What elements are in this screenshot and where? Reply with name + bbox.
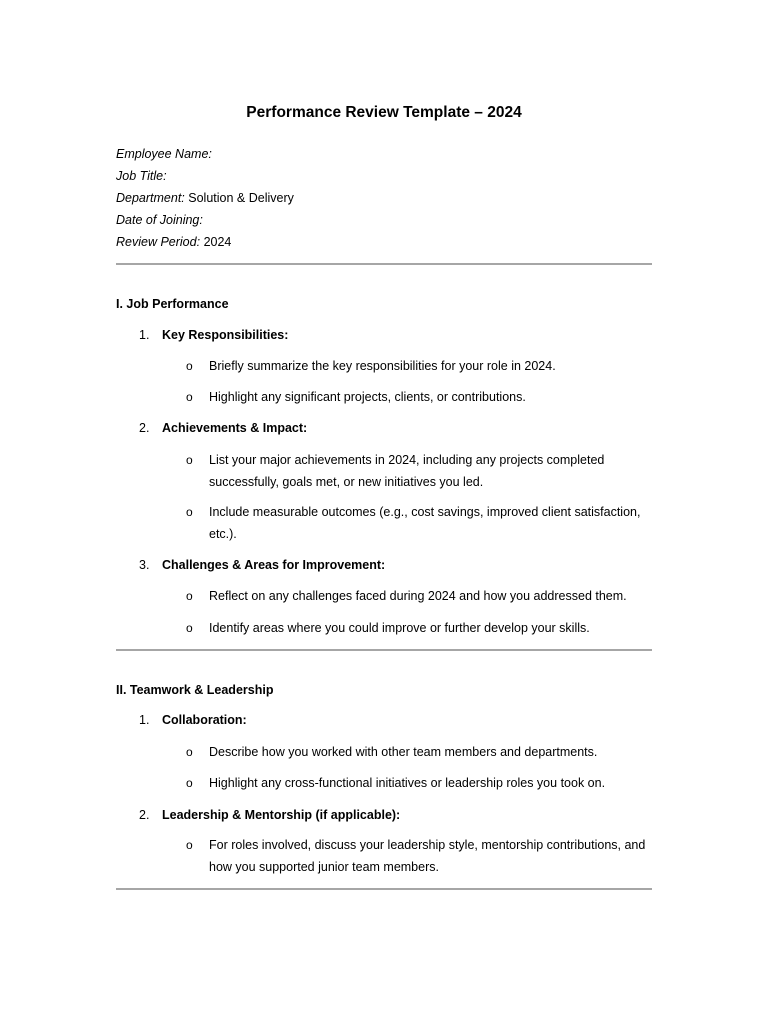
bullet-icon: o [186,453,193,467]
info-label: Date of Joining: [116,213,203,227]
bullet-text: Include measurable outcomes (e.g., cost savings, improved client satisfaction, etc.). [209,505,641,541]
bullet-text: Reflect on any challenges faced during 2024 and how you addressed them. [209,589,627,603]
item-title-achievements-impact: Achievements & Impact: [162,421,308,435]
info-value: Solution & Delivery [188,191,294,205]
bullet-icon: o [186,505,193,519]
info-value: 2024 [203,235,232,249]
info-label: Job Title: [116,169,167,183]
horizontal-divider [116,888,652,890]
item-title-leadership-mentorship: Leadership & Mentorship (if applicable): [162,808,401,822]
bullet-icon: o [186,745,193,759]
item-number: 1. [139,328,150,342]
document-title: Performance Review Template – 2024 [246,104,522,121]
info-date-of-joining [116,212,203,228]
info-label: Employee Name: [116,147,212,161]
info-label: Department: [116,191,185,205]
section-heading-job-performance: I. Job Performance [116,297,229,311]
bullet-text: Describe how you worked with other team members and departments. [209,745,598,759]
bullet-text: Briefly summarize the key responsibilities for your role in 2024. [209,359,556,373]
info-review-period [116,234,231,250]
bullet-text: Highlight any significant projects, clients, or contributions. [209,390,526,404]
bullet-icon: o [186,621,193,635]
item-title-key-responsibilities: Key Responsibilities: [162,328,289,342]
bullet-icon: o [186,359,193,373]
horizontal-divider [116,649,652,651]
item-number: 2. [139,808,150,822]
info-label: Review Period: [116,235,201,249]
bullet-text: For roles involved, discuss your leadership style, mentorship contributions, and how you supported junior team members. [209,838,646,874]
bullet-icon: o [186,589,193,603]
item-number: 3. [139,558,150,572]
section-heading-teamwork-leadership: II. Teamwork & Leadership [116,683,274,697]
item-number: 1. [139,713,150,727]
bullet-text: List your major achievements in 2024, including any projects completed successfully, goals met, or new initiatives you led. [209,453,605,489]
bullet-icon: o [186,838,193,852]
item-title-challenges: Challenges & Areas for Improvement: [162,558,386,572]
info-department [116,190,294,206]
item-number: 2. [139,421,150,435]
bullet-text: Highlight any cross-functional initiatives or leadership roles you took on. [209,776,606,790]
bullet-text: Identify areas where you could improve or further develop your skills. [209,621,590,635]
bullet-icon: o [186,390,193,404]
info-employee-name [116,146,212,162]
bullet-icon: o [186,776,193,790]
item-title-collaboration: Collaboration: [162,713,247,727]
info-job-title [116,168,167,184]
horizontal-divider [116,263,652,265]
